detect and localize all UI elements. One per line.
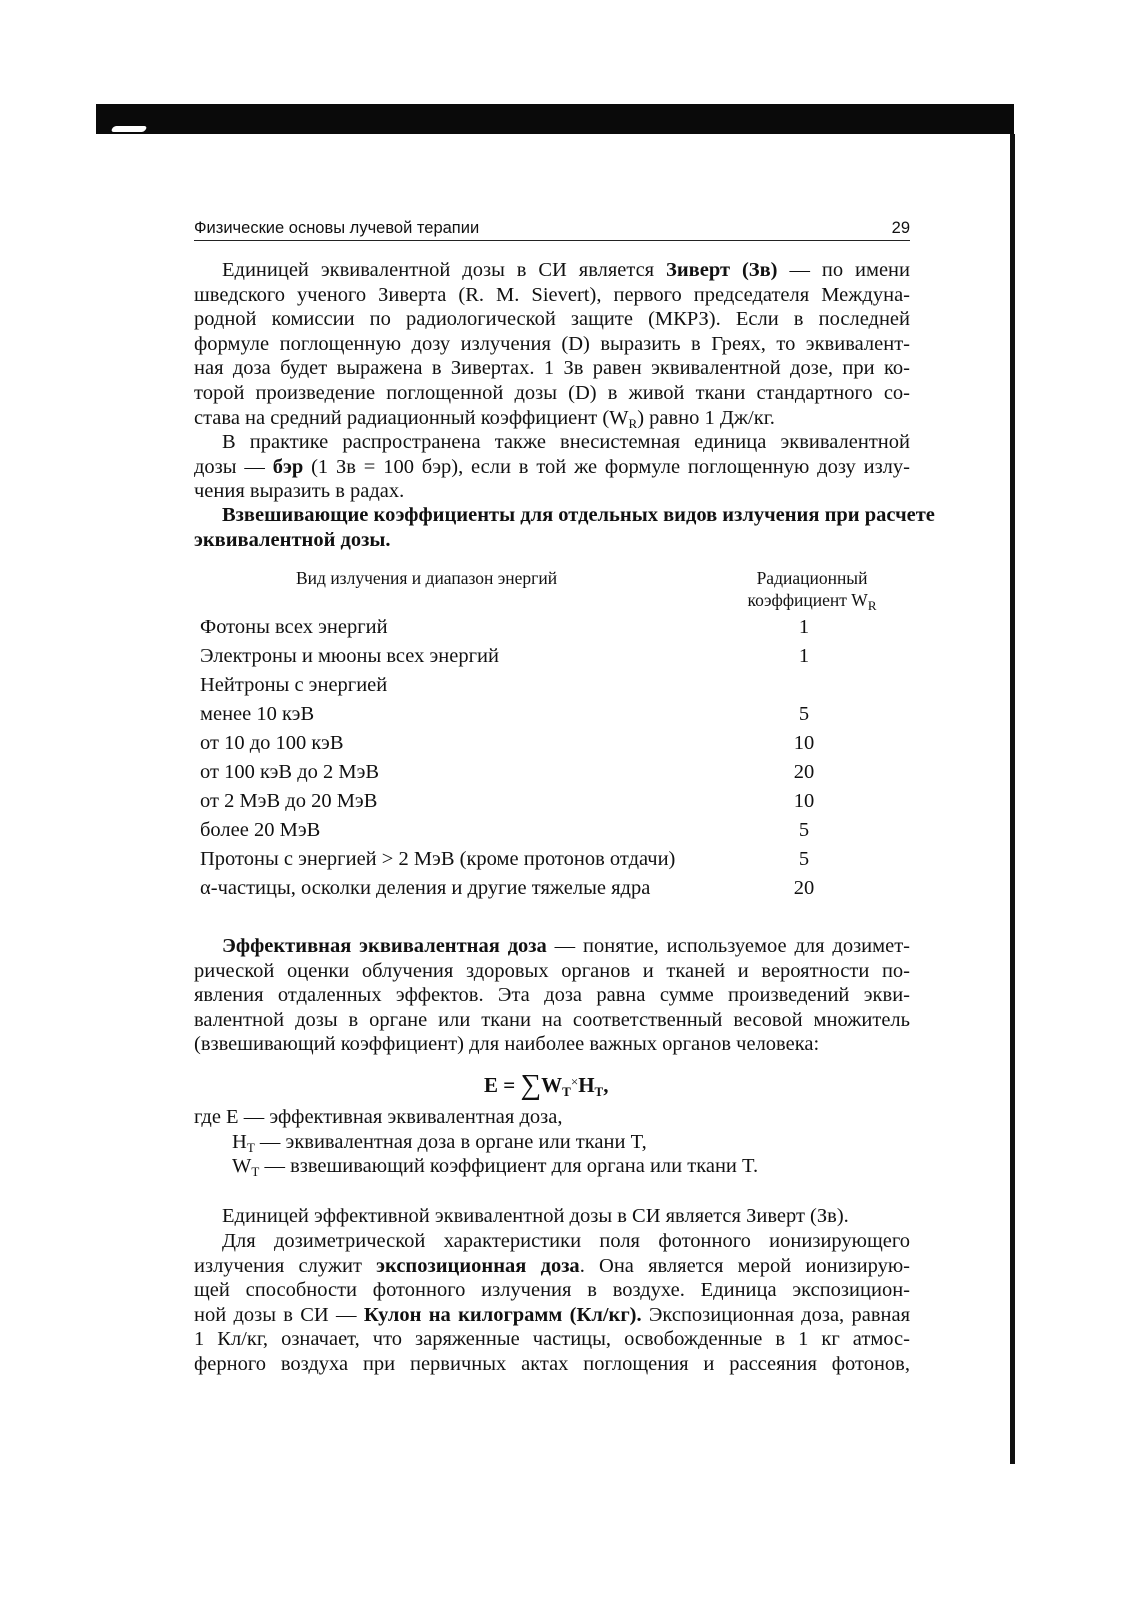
text-line: чения выразить в радах. — [194, 480, 405, 503]
radiation-kind: Фотоны всех энергий — [200, 616, 388, 638]
table-caption — [194, 503, 935, 552]
legend-line: $W_T$ — взвешивающий коэффициент для органа или ткани T. — [232, 1155, 759, 1180]
radiation-coefficient: 10 — [793, 790, 815, 812]
running-head — [194, 219, 910, 241]
text-line: эквивалентной дозы. — [194, 528, 391, 551]
text-line: (взвешивающий коэффициент) для наиболее важных органов человека: — [194, 1033, 820, 1056]
column-header-kind: Вид излучения и диапазон энергий — [296, 568, 558, 588]
text-line: ной дозы в СИ — Кулон на килограмм (Кл/кг). Экспозиционная доза, равная — [194, 1303, 910, 1326]
text-line: става на средний радиационный коэффициент $(W_R)$ равно 1 Дж/кг. — [194, 406, 775, 431]
radiation-kind: от 100 кэВ до 2 МэВ — [200, 761, 380, 783]
table-row — [194, 816, 910, 845]
table-row — [194, 671, 910, 700]
paragraph-sievert — [194, 258, 910, 430]
radiation-coefficient: 1 — [798, 645, 810, 667]
table-row — [194, 642, 910, 671]
radiation-kind: Протоны с энергией > 2 МэВ (кроме протонов отдачи) — [200, 848, 676, 870]
paragraph-exposure-dose — [194, 1229, 910, 1377]
radiation-kind: менее 10 кэВ — [200, 703, 315, 725]
running-title: Физические основы лучевой терапии — [194, 219, 480, 237]
text-line: шведского ученого Зиверта (R. M. Sievert), первого председателя Междуна- — [194, 283, 910, 306]
text-line: дозы — бэр (1 Зв = 100 бэр), если в той же формуле поглощенную дозу излу- — [194, 455, 910, 478]
text-line: Взвешивающие коэффициенты для отдельных видов излучения при расчете — [222, 504, 935, 526]
text-line: ферного воздуха при первичных актах поглощения и рассеяния фотонов, — [194, 1352, 910, 1375]
text-line: В практике распространена также внесистемная единица эквивалентной — [222, 431, 910, 453]
radiation-coefficient: 1 — [798, 616, 810, 638]
radiation-kind: Нейтроны с энергией — [200, 674, 388, 696]
table-row — [194, 613, 910, 642]
paragraph-ber — [194, 430, 910, 504]
scan-top-bar — [96, 104, 1014, 134]
paragraph-effective-unit — [194, 1204, 910, 1229]
formula-legend — [194, 1105, 910, 1179]
table-row — [194, 729, 910, 758]
scan-right-edge — [1010, 134, 1015, 1464]
text-line: родной комиссии по радиологической защите (МКРЗ). Если в последней — [194, 308, 910, 331]
radiation-kind: от 2 МэВ до 20 МэВ — [200, 790, 378, 812]
text-line: рической оценки облучения здоровых органов и тканей и вероятности по- — [194, 959, 910, 982]
text-line: Эффективная эквивалентная доза — понятие, используемое для дозимет- — [222, 935, 910, 957]
formula: $E = \sum W_T^\times H_T$, — [484, 1069, 609, 1101]
text-line: 1 Кл/кг, означает, что заряженные частицы, освобожденные в 1 кг атмос- — [194, 1328, 910, 1351]
radiation-kind: Электроны и мюоны всех энергий — [200, 645, 499, 667]
page-number: 29 — [891, 219, 910, 237]
radiation-kind: от 10 до 100 кэВ — [200, 732, 344, 754]
table-row — [194, 758, 910, 787]
scan-bar-notch — [111, 126, 148, 132]
text-line: Единицей эффективной эквивалентной дозы в СИ является Зиверт (Зв). — [222, 1205, 849, 1227]
radiation-coefficient: 10 — [793, 732, 815, 754]
column-header-coefficient: Радиационный коэффициент $W_R$ — [747, 568, 877, 613]
text-line: излучения служит экспозиционная доза. Она является мерой ионизирую- — [194, 1254, 910, 1277]
radiation-coefficient: 5 — [798, 703, 810, 725]
text-line: ная доза будет выражена в Зивертах. 1 Зв равен эквивалентной дозе, при ко- — [194, 357, 910, 380]
text-line: щей способности фотонного излучения в воздухе. Единица экспозицион- — [194, 1279, 910, 1302]
legend-line: $H_T$ — эквивалентная доза в органе или ткани T, — [232, 1130, 647, 1155]
legend-line: где E — эффективная эквивалентная доза, — [194, 1106, 563, 1128]
table-row — [194, 700, 910, 729]
text-line: формуле поглощенную дозу излучения (D) выразить в Греях, то эквивалент- — [194, 332, 910, 355]
text-line: торой произведение поглощенной дозы (D) в живой ткани стандартного со- — [194, 381, 910, 404]
radiation-coefficient: 5 — [798, 819, 810, 841]
table-row — [194, 845, 910, 874]
radiation-coefficient: 5 — [798, 848, 810, 870]
table-row — [194, 787, 910, 816]
text-line: явления отдаленных эффектов. Эта доза равна сумме произведений экви- — [194, 984, 910, 1007]
paragraph-effective-dose — [194, 934, 910, 1057]
radiation-coefficient: 20 — [793, 761, 815, 783]
radiation-coefficient: 20 — [793, 877, 815, 899]
text-line: Для дозиметрической характеристики поля фотонного ионизирующего — [222, 1230, 910, 1252]
radiation-kind: α-частицы, осколки деления и другие тяжелые ядра — [200, 877, 651, 899]
table-row — [194, 874, 910, 903]
text-line: валентной дозы в органе или ткани на соответственный весовой множитель — [194, 1008, 910, 1031]
text-line: Единицей эквивалентной дозы в СИ является Зиверт (Зв) — по имени — [222, 259, 910, 281]
radiation-kind: более 20 МэВ — [200, 819, 321, 841]
